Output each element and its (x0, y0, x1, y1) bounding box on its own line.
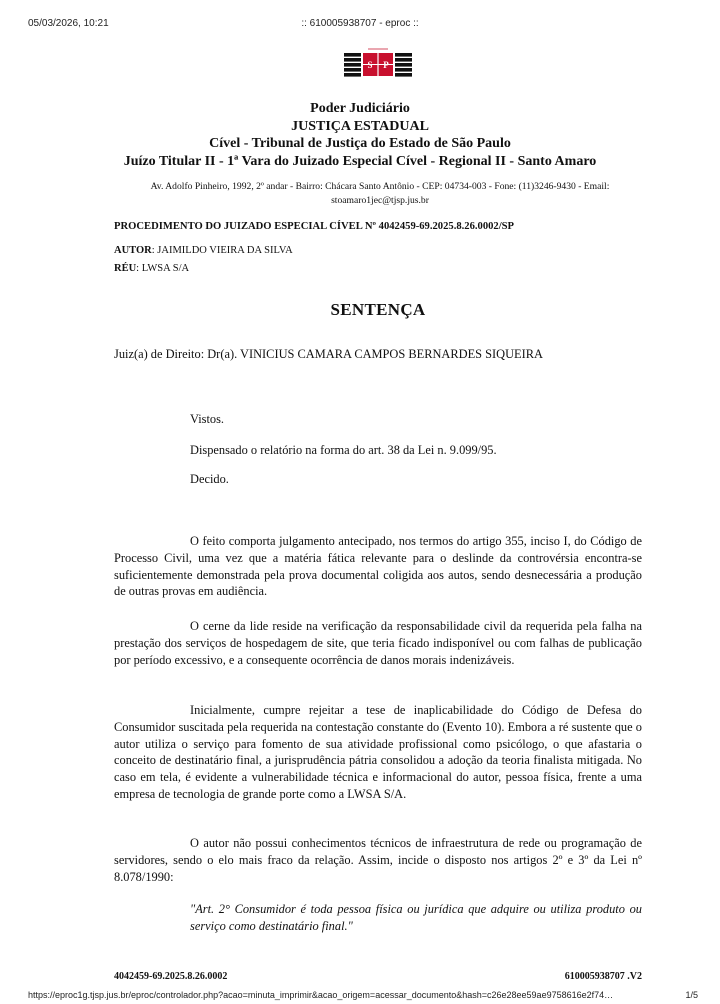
autor-name: : JAIMILDO VIEIRA DA SILVA (151, 245, 293, 256)
sao-paulo-coat-of-arms-icon (344, 47, 412, 79)
vistos-line: Vistos. (190, 412, 225, 426)
procedure-number: PROCEDIMENTO DO JUIZADO ESPECIAL CÍVEL Nº 4042459-69.2025.8.26.0002/SP (114, 221, 515, 232)
court-header (0, 100, 720, 170)
court-line-2: JUSTIÇA ESTADUAL (291, 118, 429, 134)
decido-line: Decido. (190, 472, 229, 486)
party-autor (114, 245, 293, 256)
paragraph-4: O autor não possui conhecimentos técnicos de infraestrutura de rede ou programação de servidores, sendo o elo mais fraco da relação. Assim, incide o disposto nos artigos 2º e 3º da Lei nº 8.078/1990: (114, 836, 642, 884)
court-line-3: Cível - Tribunal de Justiça do Estado de São Paulo (209, 136, 511, 151)
address-line-1: Av. Adolfo Pinheiro, 1992, 2º andar - Bairro: Chácara Santo Antônio - CEP: 04734-003 - Fone: (11)3246-9430 - Email: (150, 181, 610, 192)
court-line-4: Juízo Titular II - 1ª Vara do Juizado Especial Cível - Regional II - Santo Amaro (123, 153, 597, 169)
paragraph-2: O cerne da lide reside na verificação da responsabilidade civil da requerida pela falha na prestação dos serviços de hospedagem de site, que teria ficado indisponível ou com falhas de publicação por período excessivo, e a consequente ocorrência de danos morais indenizáveis. (114, 619, 642, 667)
address-line-2: stoamaro1jec@tjsp.jus.br (331, 195, 429, 206)
emblem-letter-left: S (367, 60, 373, 70)
court-address (110, 180, 650, 208)
footer-process-number: 4042459-69.2025.8.26.0002 (114, 971, 228, 982)
reu-name: : LWSA S/A (136, 263, 190, 274)
judge-line: Juiz(a) de Direito: Dr(a). VINICIUS CAMARA CAMPOS BERNARDES SIQUEIRA (114, 347, 543, 361)
print-url: https://eproc1g.tjsp.jus.br/eproc/controlador.php?acao=minuta_imprimir&acao_origem=acessar_documento&hash=c26e28ee59ae9758616e2f74… (28, 990, 614, 1000)
law-quote: "Art. 2° Consumidor é toda pessoa física ou jurídica que adquire ou utiliza produto ou serviço como destinatário final." (190, 902, 642, 933)
print-date: 05/03/2026, 10:21 (28, 18, 109, 29)
print-footer (28, 990, 698, 1000)
reu-label: RÉU (114, 263, 137, 274)
emblem-letter-right: P (383, 60, 389, 70)
document-title: SENTENÇA (330, 300, 426, 319)
footer-document-id: 610005938707 .V2 (564, 971, 642, 982)
paragraph-3: Inicialmente, cumpre rejeitar a tese de inaplicabilidade do Código de Defesa do Consumidor suscitada pela requerida na contestação constante do (Evento 10). Embora a ré sustente que o autor utiliza o serviço para fomento de sua atividade profissional como psicólogo, o que afastaria o conceito de destinatário final, a jurisprudência pátria consolidou a adoção da teoria finalista mitigada. No caso em tela, é evidente a vulnerabilidade técnica e informacional do autor, pessoa física, frente a uma empresa de tecnologia de grande porte como a LWSA S/A. (114, 703, 642, 801)
autor-label: AUTOR (114, 245, 152, 256)
party-reu (114, 263, 189, 274)
dispensado-line: Dispensado o relatório na forma do art. 38 da Lei n. 9.099/95. (190, 443, 497, 457)
court-line-1: Poder Judiciário (310, 101, 410, 116)
print-header (0, 18, 720, 32)
print-title: :: 610005938707 - eproc :: (301, 18, 419, 29)
paragraph-1: O feito comporta julgamento antecipado, nos termos do artigo 355, inciso I, do Código de Processo Civil, uma vez que a matéria fática relevante para o deslinde da controvérsia encontra-se suficientemente demonstrada pela prova documental coligida aos autos, sendo desnecessária a produção de outras provas em audiência. (114, 534, 642, 599)
page-number: 1/5 (685, 990, 698, 1000)
